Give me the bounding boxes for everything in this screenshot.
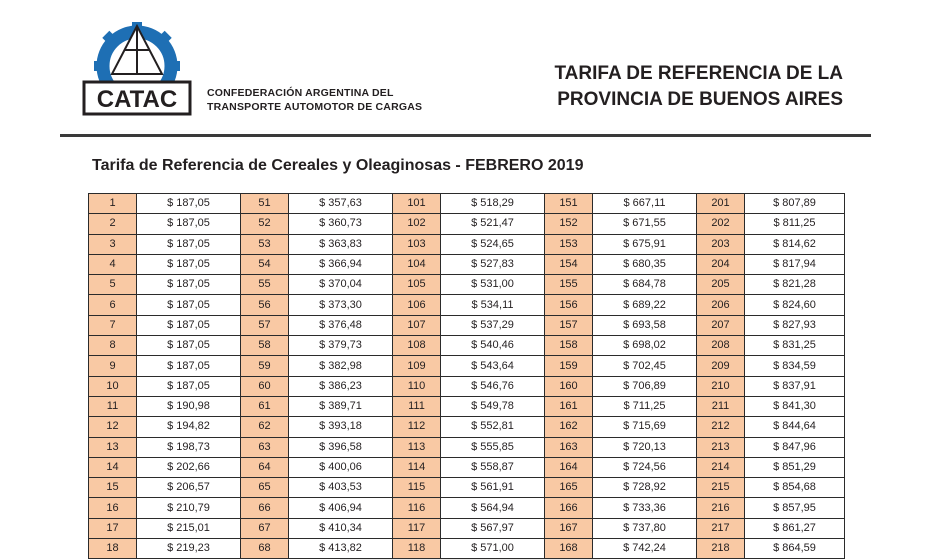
price-cell: $ 187,05 (137, 254, 241, 274)
price-cell: $ 817,94 (745, 254, 845, 274)
tariff-table (88, 193, 845, 559)
price-cell: $ 382,98 (289, 356, 393, 376)
km-cell: 56 (241, 295, 289, 315)
table-row (89, 194, 845, 214)
price-cell: $ 811,25 (745, 214, 845, 234)
price-cell: $ 527,83 (441, 254, 545, 274)
price-cell: $ 198,73 (137, 437, 241, 457)
price-cell: $ 667,11 (593, 194, 697, 214)
price-cell: $ 400,06 (289, 457, 393, 477)
km-cell: 152 (545, 214, 593, 234)
km-cell: 216 (697, 498, 745, 518)
km-cell: 16 (89, 498, 137, 518)
price-cell: $ 571,00 (441, 539, 545, 559)
km-cell: 151 (545, 194, 593, 214)
km-cell: 159 (545, 356, 593, 376)
price-cell: $ 558,87 (441, 457, 545, 477)
km-cell: 212 (697, 417, 745, 437)
table-row (89, 295, 845, 315)
km-cell: 217 (697, 518, 745, 538)
price-cell: $ 831,25 (745, 336, 845, 356)
km-cell: 108 (393, 336, 441, 356)
km-cell: 11 (89, 396, 137, 416)
price-cell: $ 555,85 (441, 437, 545, 457)
km-cell: 55 (241, 275, 289, 295)
km-cell: 156 (545, 295, 593, 315)
km-cell: 117 (393, 518, 441, 538)
km-cell: 66 (241, 498, 289, 518)
price-cell: $ 187,05 (137, 214, 241, 234)
price-cell: $ 567,97 (441, 518, 545, 538)
price-cell: $ 187,05 (137, 336, 241, 356)
km-cell: 111 (393, 396, 441, 416)
price-cell: $ 821,28 (745, 275, 845, 295)
km-cell: 109 (393, 356, 441, 376)
price-cell: $ 720,13 (593, 437, 697, 457)
price-cell: $ 702,45 (593, 356, 697, 376)
price-cell: $ 851,29 (745, 457, 845, 477)
price-cell: $ 406,94 (289, 498, 393, 518)
km-cell: 112 (393, 417, 441, 437)
km-cell: 53 (241, 234, 289, 254)
price-cell: $ 370,04 (289, 275, 393, 295)
price-cell: $ 807,89 (745, 194, 845, 214)
table-row (89, 356, 845, 376)
km-cell: 104 (393, 254, 441, 274)
km-cell: 214 (697, 457, 745, 477)
km-cell: 166 (545, 498, 593, 518)
price-cell: $ 546,76 (441, 376, 545, 396)
km-cell: 68 (241, 539, 289, 559)
km-cell: 54 (241, 254, 289, 274)
table-row (89, 539, 845, 559)
price-cell: $ 537,29 (441, 315, 545, 335)
price-cell: $ 841,30 (745, 396, 845, 416)
km-cell: 57 (241, 315, 289, 335)
price-cell: $ 540,46 (441, 336, 545, 356)
price-cell: $ 518,29 (441, 194, 545, 214)
price-cell: $ 827,93 (745, 315, 845, 335)
km-cell: 2 (89, 214, 137, 234)
price-cell: $ 837,91 (745, 376, 845, 396)
km-cell: 153 (545, 234, 593, 254)
table-row (89, 254, 845, 274)
table-row (89, 234, 845, 254)
km-cell: 5 (89, 275, 137, 295)
km-cell: 208 (697, 336, 745, 356)
km-cell: 115 (393, 478, 441, 498)
price-cell: $ 698,02 (593, 336, 697, 356)
km-cell: 12 (89, 417, 137, 437)
price-cell: $ 534,11 (441, 295, 545, 315)
price-cell: $ 711,25 (593, 396, 697, 416)
km-cell: 114 (393, 457, 441, 477)
km-cell: 51 (241, 194, 289, 214)
price-cell: $ 728,92 (593, 478, 697, 498)
price-cell: $ 706,89 (593, 376, 697, 396)
price-cell: $ 187,05 (137, 234, 241, 254)
km-cell: 103 (393, 234, 441, 254)
table-row (89, 275, 845, 295)
km-cell: 157 (545, 315, 593, 335)
price-cell: $ 564,94 (441, 498, 545, 518)
price-cell: $ 190,98 (137, 396, 241, 416)
price-cell: $ 549,78 (441, 396, 545, 416)
km-cell: 14 (89, 457, 137, 477)
km-cell: 209 (697, 356, 745, 376)
table-row (89, 376, 845, 396)
price-cell: $ 396,58 (289, 437, 393, 457)
price-cell: $ 357,63 (289, 194, 393, 214)
table-row (89, 518, 845, 538)
km-cell: 168 (545, 539, 593, 559)
price-cell: $ 684,78 (593, 275, 697, 295)
km-cell: 9 (89, 356, 137, 376)
km-cell: 161 (545, 396, 593, 416)
km-cell: 203 (697, 234, 745, 254)
price-cell: $ 524,65 (441, 234, 545, 254)
price-cell: $ 363,83 (289, 234, 393, 254)
table-row (89, 478, 845, 498)
km-cell: 8 (89, 336, 137, 356)
km-cell: 61 (241, 396, 289, 416)
km-cell: 3 (89, 234, 137, 254)
price-cell: $ 366,94 (289, 254, 393, 274)
km-cell: 102 (393, 214, 441, 234)
km-cell: 106 (393, 295, 441, 315)
km-cell: 163 (545, 437, 593, 457)
price-cell: $ 386,23 (289, 376, 393, 396)
km-cell: 105 (393, 275, 441, 295)
price-cell: $ 561,91 (441, 478, 545, 498)
price-cell: $ 861,27 (745, 518, 845, 538)
table-row (89, 214, 845, 234)
km-cell: 204 (697, 254, 745, 274)
km-cell: 154 (545, 254, 593, 274)
price-cell: $ 724,56 (593, 457, 697, 477)
price-cell: $ 680,35 (593, 254, 697, 274)
price-cell: $ 675,91 (593, 234, 697, 254)
price-cell: $ 671,55 (593, 214, 697, 234)
price-cell: $ 360,73 (289, 214, 393, 234)
km-cell: 110 (393, 376, 441, 396)
table-row (89, 437, 845, 457)
km-cell: 165 (545, 478, 593, 498)
km-cell: 17 (89, 518, 137, 538)
title-line2: PROVINCIA DE BUENOS AIRES (557, 89, 843, 110)
table-subtitle: Tarifa de Referencia de Cereales y Oleaginosas - FEBRERO 2019 (92, 157, 584, 174)
price-cell: $ 552,81 (441, 417, 545, 437)
document-title (554, 61, 843, 113)
price-cell: $ 187,05 (137, 295, 241, 315)
km-cell: 13 (89, 437, 137, 457)
price-cell: $ 187,05 (137, 275, 241, 295)
km-cell: 101 (393, 194, 441, 214)
price-cell: $ 742,24 (593, 539, 697, 559)
km-cell: 1 (89, 194, 137, 214)
org-name-line2: TRANSPORTE AUTOMOTOR DE CARGAS (207, 101, 423, 113)
price-cell: $ 210,79 (137, 498, 241, 518)
km-cell: 207 (697, 315, 745, 335)
price-cell: $ 857,95 (745, 498, 845, 518)
price-cell: $ 847,96 (745, 437, 845, 457)
price-cell: $ 543,64 (441, 356, 545, 376)
km-cell: 7 (89, 315, 137, 335)
title-line1: TARIFA DE REFERENCIA DE LA (554, 63, 843, 84)
km-cell: 118 (393, 539, 441, 559)
km-cell: 205 (697, 275, 745, 295)
price-cell: $ 206,57 (137, 478, 241, 498)
km-cell: 210 (697, 376, 745, 396)
price-cell: $ 864,59 (745, 539, 845, 559)
km-cell: 213 (697, 437, 745, 457)
table-row (89, 498, 845, 518)
price-cell: $ 689,22 (593, 295, 697, 315)
km-cell: 201 (697, 194, 745, 214)
price-cell: $ 737,80 (593, 518, 697, 538)
price-cell: $ 219,23 (137, 539, 241, 559)
price-cell: $ 187,05 (137, 356, 241, 376)
km-cell: 10 (89, 376, 137, 396)
km-cell: 211 (697, 396, 745, 416)
price-cell: $ 824,60 (745, 295, 845, 315)
km-cell: 62 (241, 417, 289, 437)
km-cell: 155 (545, 275, 593, 295)
price-cell: $ 403,53 (289, 478, 393, 498)
km-cell: 52 (241, 214, 289, 234)
table-row (89, 315, 845, 335)
table-row (89, 396, 845, 416)
km-cell: 64 (241, 457, 289, 477)
logo-text: CATAC (96, 86, 178, 113)
price-cell: $ 393,18 (289, 417, 393, 437)
price-cell: $ 215,01 (137, 518, 241, 538)
km-cell: 67 (241, 518, 289, 538)
header-divider (60, 134, 871, 137)
price-cell: $ 389,71 (289, 396, 393, 416)
km-cell: 215 (697, 478, 745, 498)
km-cell: 15 (89, 478, 137, 498)
km-cell: 116 (393, 498, 441, 518)
km-cell: 4 (89, 254, 137, 274)
km-cell: 113 (393, 437, 441, 457)
km-cell: 6 (89, 295, 137, 315)
km-cell: 167 (545, 518, 593, 538)
price-cell: $ 814,62 (745, 234, 845, 254)
km-cell: 162 (545, 417, 593, 437)
price-cell: $ 187,05 (137, 194, 241, 214)
price-cell: $ 733,36 (593, 498, 697, 518)
km-cell: 107 (393, 315, 441, 335)
price-cell: $ 373,30 (289, 295, 393, 315)
price-cell: $ 834,59 (745, 356, 845, 376)
km-cell: 58 (241, 336, 289, 356)
price-cell: $ 844,64 (745, 417, 845, 437)
km-cell: 18 (89, 539, 137, 559)
price-cell: $ 376,48 (289, 315, 393, 335)
price-cell: $ 187,05 (137, 315, 241, 335)
price-cell: $ 410,34 (289, 518, 393, 538)
km-cell: 164 (545, 457, 593, 477)
km-cell: 158 (545, 336, 593, 356)
km-cell: 59 (241, 356, 289, 376)
catac-logo (82, 18, 192, 118)
table-row (89, 457, 845, 477)
km-cell: 218 (697, 539, 745, 559)
price-cell: $ 187,05 (137, 376, 241, 396)
km-cell: 202 (697, 214, 745, 234)
organization-name (207, 86, 422, 114)
price-cell: $ 413,82 (289, 539, 393, 559)
price-cell: $ 379,73 (289, 336, 393, 356)
price-cell: $ 693,58 (593, 315, 697, 335)
price-cell: $ 715,69 (593, 417, 697, 437)
org-name-line1: CONFEDERACIÓN ARGENTINA DEL (207, 87, 394, 99)
price-cell: $ 521,47 (441, 214, 545, 234)
km-cell: 206 (697, 295, 745, 315)
km-cell: 60 (241, 376, 289, 396)
price-cell: $ 194,82 (137, 417, 241, 437)
table-row (89, 417, 845, 437)
price-cell: $ 531,00 (441, 275, 545, 295)
price-cell: $ 202,66 (137, 457, 241, 477)
km-cell: 160 (545, 376, 593, 396)
price-cell: $ 854,68 (745, 478, 845, 498)
tariff-table-body (89, 194, 845, 559)
table-row (89, 336, 845, 356)
km-cell: 65 (241, 478, 289, 498)
km-cell: 63 (241, 437, 289, 457)
